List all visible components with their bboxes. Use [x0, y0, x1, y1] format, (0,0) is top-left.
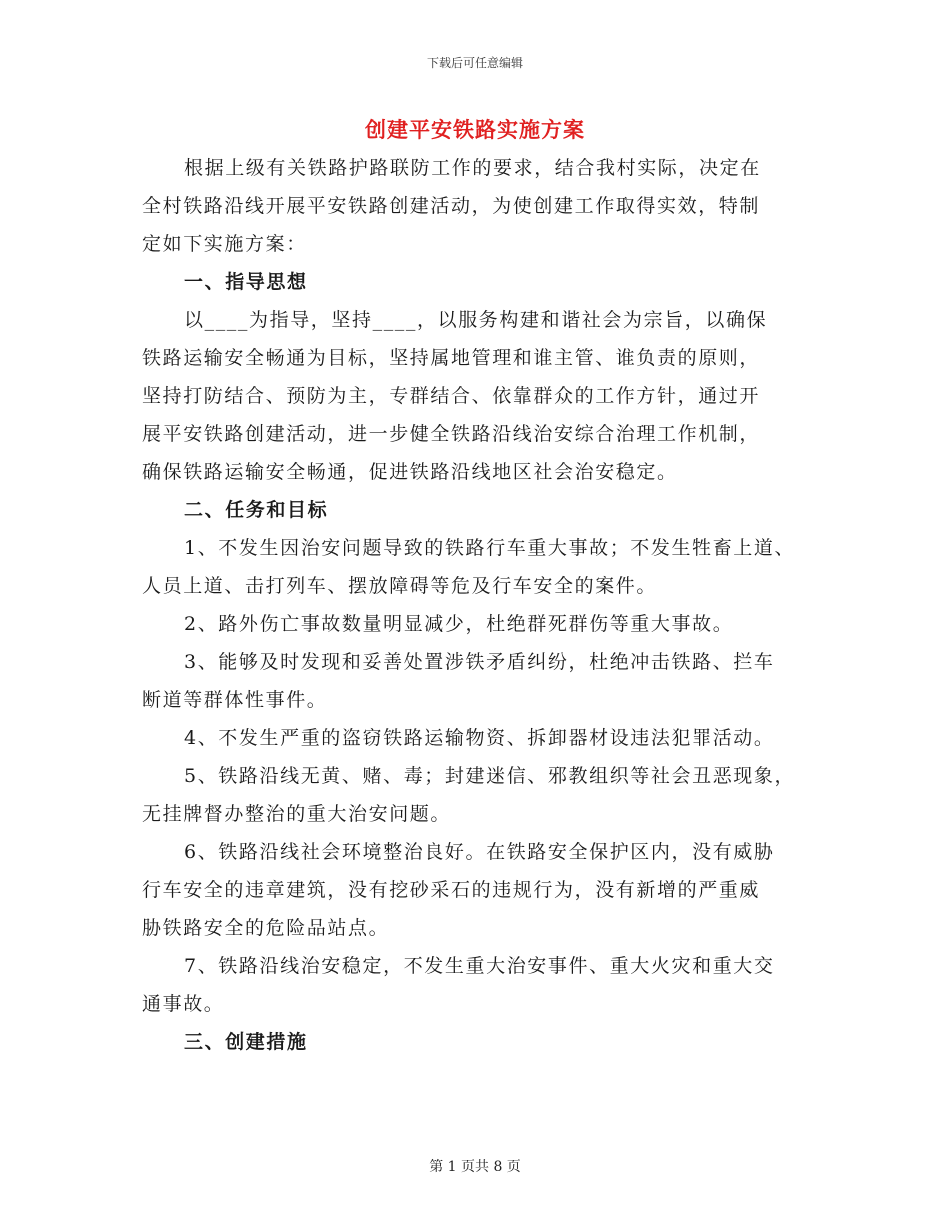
paragraph-line: 行车安全的违章建筑，没有挖砂采石的违规行为，没有新增的严重威 — [142, 879, 761, 901]
paragraph-line: 通事故。 — [142, 993, 225, 1015]
paragraph-line: 坚持打防结合、预防为主，专群结合、依靠群众的工作方针，通过开 — [142, 385, 761, 407]
section-heading: 三、创建措施 — [184, 1031, 308, 1053]
paragraph-line: 定如下实施方案： — [142, 233, 307, 255]
page-number: 第 1 页共 8 页 — [429, 1159, 521, 1175]
paragraph-line: 1、不发生因治安问题导致的铁路行车重大事故；不发生牲畜上道、 — [184, 537, 796, 559]
paragraph-line: 2、路外伤亡事故数量明显减少，杜绝群死群伤等重大事故。 — [184, 613, 734, 635]
paragraph-line: 人员上道、击打列车、摆放障碍等危及行车安全的案件。 — [142, 575, 658, 597]
paragraph-line: 以____为指导，坚持____，以服务构建和谐社会为宗旨，以确保 — [184, 309, 768, 331]
paragraph-line: 4、不发生严重的盗窃铁路运输物资、拆卸器材设违法犯罪活动。 — [184, 727, 775, 749]
paragraph-line: 全村铁路沿线开展平安铁路创建活动，为使创建工作取得实效，特制 — [142, 195, 761, 217]
paragraph-line: 根据上级有关铁路护路联防工作的要求，结合我村实际，决定在 — [184, 157, 761, 179]
paragraph-line: 确保铁路运输安全畅通，促进铁路沿线地区社会治安稳定。 — [142, 461, 678, 483]
document-title: 创建平安铁路实施方案 — [365, 117, 585, 142]
section-heading: 二、任务和目标 — [184, 499, 329, 521]
paragraph-line: 7、铁路沿线治安稳定，不发生重大治安事件、重大火灾和重大交 — [184, 955, 775, 977]
paragraph-line: 无挂牌督办整治的重大治安问题。 — [142, 803, 452, 825]
paragraph-line: 铁路运输安全畅通为目标，坚持属地管理和谁主管、谁负责的原则， — [142, 347, 761, 369]
section-heading: 一、指导思想 — [184, 271, 308, 293]
paragraph-line: 5、铁路沿线无黄、赌、毒；封建迷信、邪教组织等社会丑恶现象， — [184, 765, 796, 787]
paragraph-line: 胁铁路安全的危险品站点。 — [142, 917, 390, 939]
paragraph-line: 6、铁路沿线社会环境整治良好。在铁路安全保护区内，没有威胁 — [184, 841, 775, 863]
paragraph-line: 展平安铁路创建活动，进一步健全铁路沿线治安综合治理工作机制， — [142, 423, 761, 445]
page-header-note: 下载后可任意编辑 — [426, 56, 523, 70]
paragraph-line: 3、能够及时发现和妥善处置涉铁矛盾纠纷，杜绝冲击铁路、拦车 — [184, 651, 775, 673]
paragraph-line: 断道等群体性事件。 — [142, 689, 328, 711]
